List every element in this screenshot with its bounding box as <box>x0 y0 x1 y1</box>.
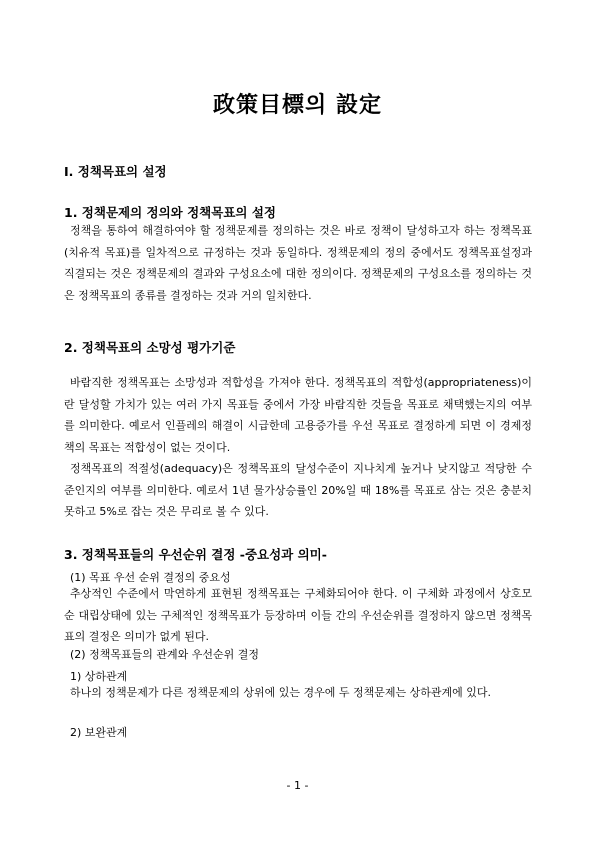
subsection-1-heading: 1. 정책문제의 정의와 정책목표의 설정 <box>64 205 276 220</box>
document-title: 政策目標의 設定 <box>213 92 382 118</box>
item-2-label: (2) 정책목표들의 관계와 우선순위 결정 <box>70 648 259 661</box>
sub-item-1-label: 1) 상하관계 <box>70 670 128 683</box>
item-1-label: (1) 목표 우선 순위 결정의 중요성 <box>70 571 231 584</box>
subsection-2-paragraph-2: 정책목표의 적절성(adequacy)은 정책목표의 달성수준이 지나치게 높거나 낮지않고 적당한 수준인지의 여부를 의미한다. 예로서 1년 물가상승률인 20%일 때 18%를 목표로 삼는 것은 충분치 못하고 5%로 잡는 것은 무리로 볼 수 있다. <box>64 462 532 518</box>
sub-item-2-label: 2) 보완관계 <box>70 726 128 739</box>
item-1-text: 추상적인 수준에서 막연하게 표현된 정책목표는 구체화되어야 한다. 이 구체화 과정에서 상호모순 대립상태에 있는 구체적인 정책목표가 등장하며 이들 간의 우선순위를 결정하지 않으면 정책목표의 결정은 의미가 없게 된다. <box>64 587 532 643</box>
subsection-2-paragraph-1: 바람직한 정책목표는 소망성과 적합성을 가져야 한다. 정책목표의 적합성(appropriateness)이란 달성할 가치가 있는 여러 가지 목표들 중에서 가장 바람직한 것들을 목표로 채택했는지의 여부를 의미한다. 예로서 인플레의 해결이 시급한데 고용증가를 우선 목표로 결정하게 되면 이 경제정책의 목표는 적합성이 없는 것이다. <box>64 376 532 454</box>
page-number: - 1 - <box>286 779 309 792</box>
sub-item-1-text: 하나의 정책문제가 다른 정책문제의 상위에 있는 경우에 두 정책문제는 상하관계에 있다. <box>70 686 491 699</box>
subsection-1-paragraph: 정책을 통하여 해결하여야 할 정책문제를 정의하는 것은 바로 정책이 달성하고자 하는 정책목표 (치유적 목표)를 일차적으로 규정하는 것과 동일하다. 정책문제의 정의 중에서도 정책목표설정과 직결되는 것은 정책문제의 결과와 구성요소에 대한 정의이다. 정책문제의 구성요소를 정의하는 것은 정책목표의 종류를 결정하는 것과 거의 일치한다. <box>64 224 532 302</box>
section-heading: Ⅰ. 정책목표의 설정 <box>64 164 167 179</box>
subsection-3-heading: 3. 정책목표들의 우선순위 결정 -중요성과 의미- <box>64 547 327 562</box>
subsection-2-heading: 2. 정책목표의 소망성 평가기준 <box>64 340 236 355</box>
